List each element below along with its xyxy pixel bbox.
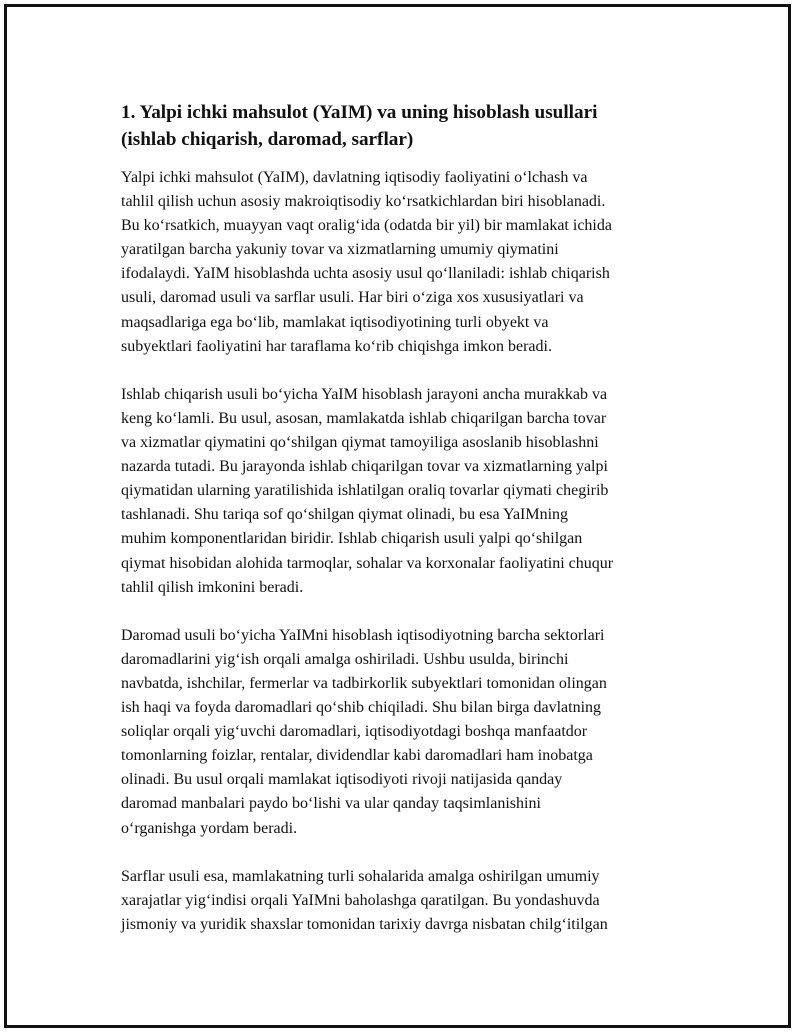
body-paragraph bbox=[121, 624, 701, 841]
paragraph-line: Ishlab chiqarish usuli bo‘yicha YaIM hisoblash jarayoni ancha murakkab va bbox=[121, 385, 608, 403]
paragraph-line: daromadlarini yig‘ish orqali amalga oshiriladi. Ushbu usulda, birinchi bbox=[121, 650, 569, 668]
paragraph-line: olinadi. Bu usul orqali mamlakat iqtisodiyoti rivoji natijasida qanday bbox=[121, 771, 563, 789]
body-paragraph bbox=[121, 383, 701, 600]
page-frame bbox=[4, 4, 791, 1028]
paragraph-line: tahlil qilish imkonini beradi. bbox=[121, 578, 304, 596]
body-paragraph bbox=[121, 166, 701, 359]
paragraph-line: soliqlar orqali yig‘uvchi daromadlari, iqtisodiyotdagi boshqa manfaatdor bbox=[121, 723, 588, 741]
paragraph-line: jismoniy va yuridik shaxslar tomonidan tarixiy davrga nisbatan chilg‘itilgan bbox=[121, 915, 608, 933]
paragraph-line: yaratilgan barcha yakuniy tovar va xizmatlarning umumiy qiymatini bbox=[121, 241, 559, 259]
paragraph-line: navbatda, ishchilar, fermerlar va tadbirkorlik subyektlari tomonidan olingan bbox=[121, 674, 607, 692]
paragraph-line: Sarflar usuli esa, mamlakatning turli sohalarida amalga oshirilgan umumiy bbox=[121, 867, 600, 885]
paragraph-line: Bu ko‘rsatkich, muayyan vaqt oralig‘ida (odatda bir yil) bir mamlakat ichida bbox=[121, 217, 612, 235]
paragraph-line: usuli, daromad usuli va sarflar usuli. Har biri o‘ziga xos xususiyatlari va bbox=[121, 289, 584, 307]
paragraph-line: daromad manbalari paydo bo‘lishi va ular qanday taqsimlanishini bbox=[121, 795, 541, 813]
paragraph-line: Daromad usuli bo‘yicha YaIMni hisoblash iqtisodiyotning barcha sektorlari bbox=[121, 626, 605, 644]
paragraph-line: maqsadlariga ega bo‘lib, mamlakat iqtisodiyotining turli obyekt va bbox=[121, 313, 549, 331]
body-paragraph bbox=[121, 865, 701, 937]
paragraph-line: va xizmatlar qiymatini qo‘shilgan qiymat tamoyiliga asoslanib hisoblashni bbox=[121, 434, 599, 452]
paragraphs-container bbox=[121, 166, 701, 937]
heading-line: 1. Yalpi ichki mahsulot (YaIM) va uning hisoblash usullari bbox=[121, 102, 598, 123]
paragraph-line: xarajatlar yig‘indisi orqali YaIMni baholashga qaratilgan. Bu yondashuvda bbox=[121, 891, 600, 909]
paragraph-line: qiymatidan ularning yaratilishida ishlatilgan oraliq tovarlar qiymati chegirib bbox=[121, 482, 609, 500]
paragraph-line: tashlanadi. Shu tariqa sof qo‘shilgan qiymat olinadi, bu esa YaIMning bbox=[121, 506, 569, 524]
paragraph-line: o‘rganishga yordam beradi. bbox=[121, 819, 298, 837]
paragraph-line: tahlil qilish uchun asosiy makroiqtisodiy ko‘rsatkichlardan biri hisoblanadi. bbox=[121, 193, 606, 211]
paragraph-line: tomonlarning foizlar, rentalar, dividendlar kabi daromadlari ham inobatga bbox=[121, 747, 593, 765]
paragraph-line: qiymat hisobidan alohida tarmoqlar, sohalar va korxonalar faoliyatini chuqur bbox=[121, 554, 614, 572]
paragraph-line: ifodalaydi. YaIM hisoblashda uchta asosiy usul qo‘llaniladi: ishlab chiqarish bbox=[121, 265, 610, 283]
paragraph-line: subyektlari faoliyatini har taraflama ko‘rib chiqishga imkon beradi. bbox=[121, 337, 552, 355]
section-heading bbox=[121, 99, 701, 153]
paragraph-line: muhim komponentlaridan biridir. Ishlab chiqarish usuli yalpi qo‘shilgan bbox=[121, 530, 583, 548]
document-body bbox=[121, 99, 701, 961]
paragraph-line: ish haqi va foyda daromadlari qo‘shib chiqiladi. Shu bilan birga davlatning bbox=[121, 699, 602, 717]
paragraph-line: keng ko‘lamli. Bu usul, asosan, mamlakatda ishlab chiqarilgan barcha tovar bbox=[121, 409, 607, 427]
paragraph-line: nazarda tutadi. Bu jarayonda ishlab chiqarilgan tovar va xizmatlarning yalpi bbox=[121, 458, 608, 476]
paragraph-line: Yalpi ichki mahsulot (YaIM), davlatning iqtisodiy faoliyatini o‘lchash va bbox=[121, 169, 588, 186]
heading-line: (ishlab chiqarish, daromad, sarflar) bbox=[121, 129, 414, 150]
